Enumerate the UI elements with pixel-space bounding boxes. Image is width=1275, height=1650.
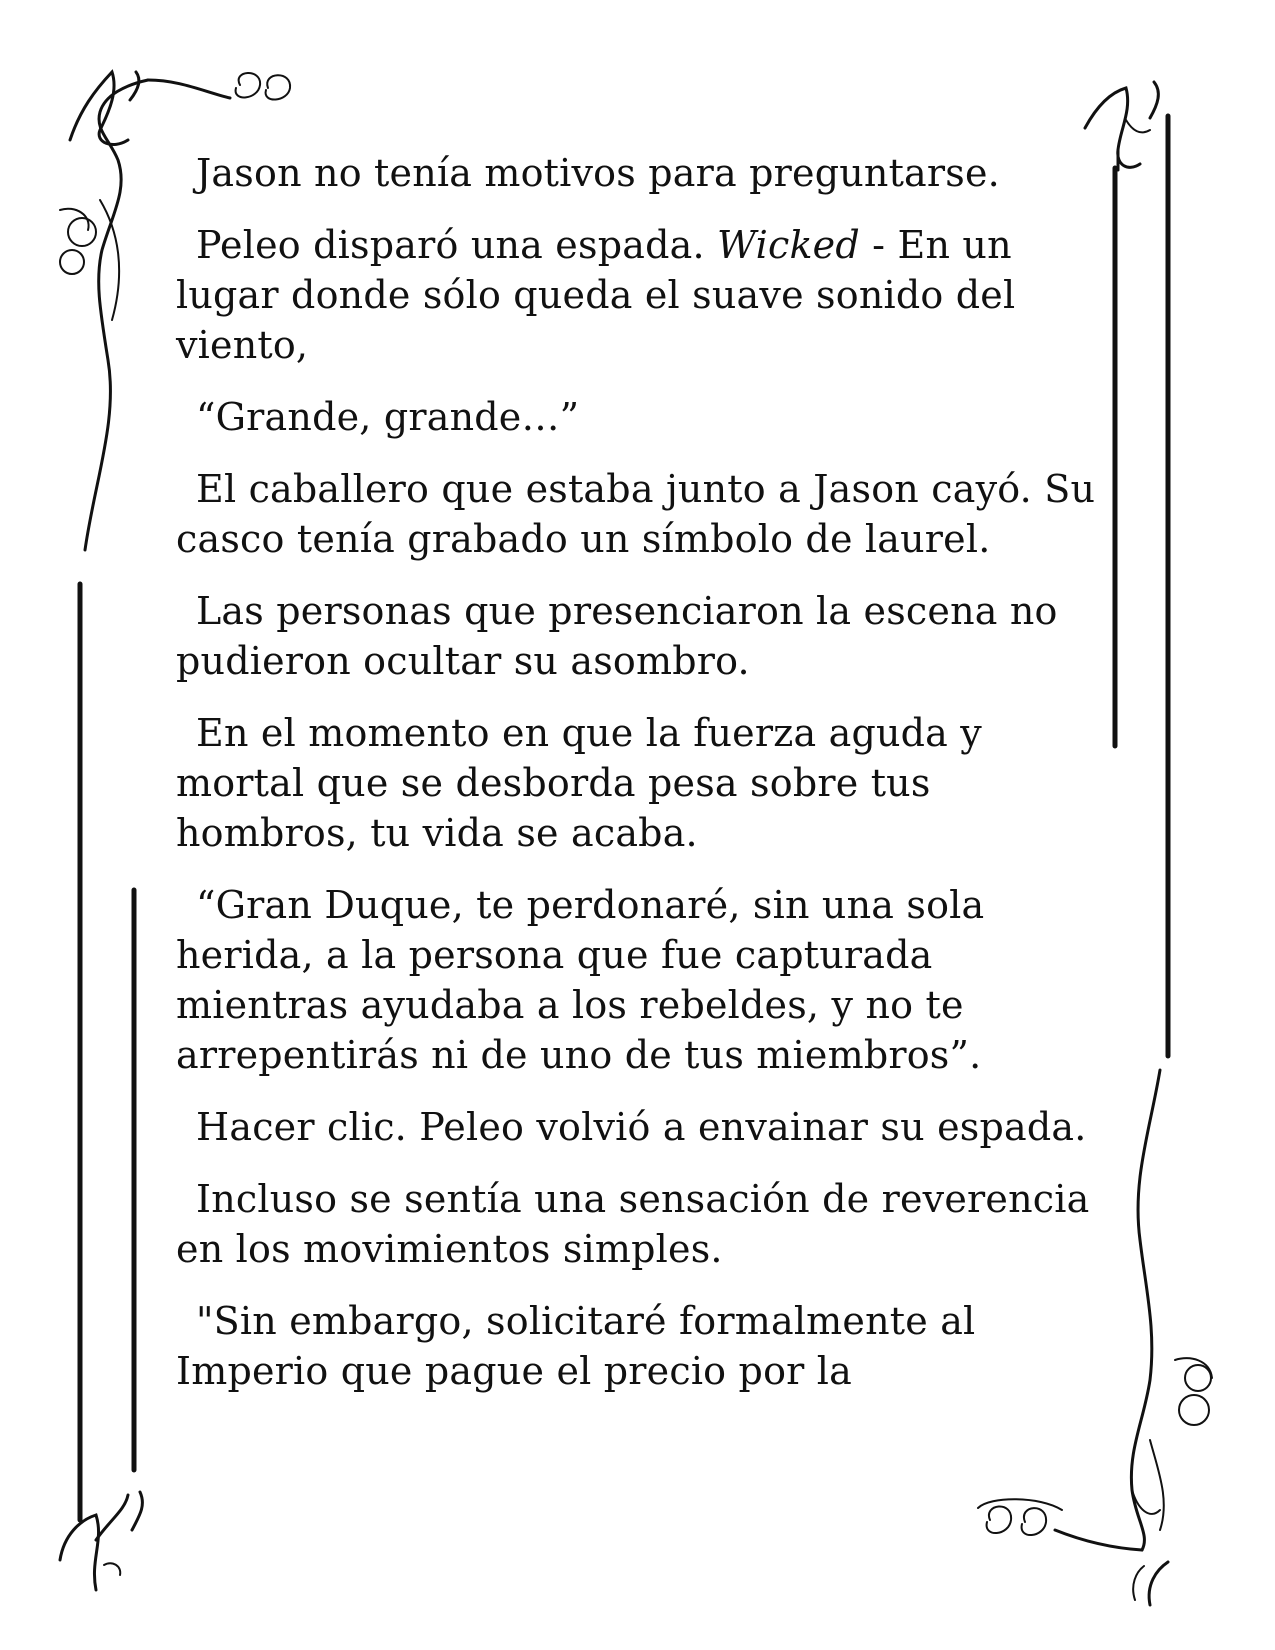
paragraph-6: En el momento en que la fuerza aguda y mortal que se desborda pesa sobre tus hombros, tu vida se acaba. xyxy=(176,711,982,855)
paragraph-2-after: - En un lugar donde sólo queda el suave sonido del viento, xyxy=(176,223,1016,367)
paragraph-1: Jason no tenía motivos para preguntarse. xyxy=(196,151,1000,195)
paragraph-7: “Gran Duque, te perdonaré, sin una sola herida, a la persona que fue capturada mientras ayudaba a los rebeldes, y no te arrepentirás ni de uno de tus miembros”. xyxy=(176,883,985,1077)
bottom-left-flourish xyxy=(60,1492,142,1590)
paragraph-8: Hacer clic. Peleo volvió a envainar su espada. xyxy=(196,1105,1087,1149)
paragraph-2 xyxy=(176,220,1096,370)
top-right-flourish xyxy=(1085,82,1158,170)
paragraph-10: "Sin embargo, solicitaré formalmente al Imperio que pague el precio por la xyxy=(176,1299,976,1393)
paragraph-4: El caballero que estaba junto a Jason cayó. Su casco tenía grabado un símbolo de laurel. xyxy=(176,467,1096,561)
page-body xyxy=(176,148,1096,1418)
paragraph-2-before: Peleo disparó una espada. xyxy=(196,223,718,267)
paragraph-2-emphasis: Wicked xyxy=(717,223,860,267)
paragraph-9: Incluso se sentía una sensación de reverencia en los movimientos simples. xyxy=(176,1177,1090,1271)
paragraph-5: Las personas que presenciaron la escena no pudieron ocultar su asombro. xyxy=(176,589,1058,683)
paragraph-3: “Grande, grande…” xyxy=(196,395,580,439)
